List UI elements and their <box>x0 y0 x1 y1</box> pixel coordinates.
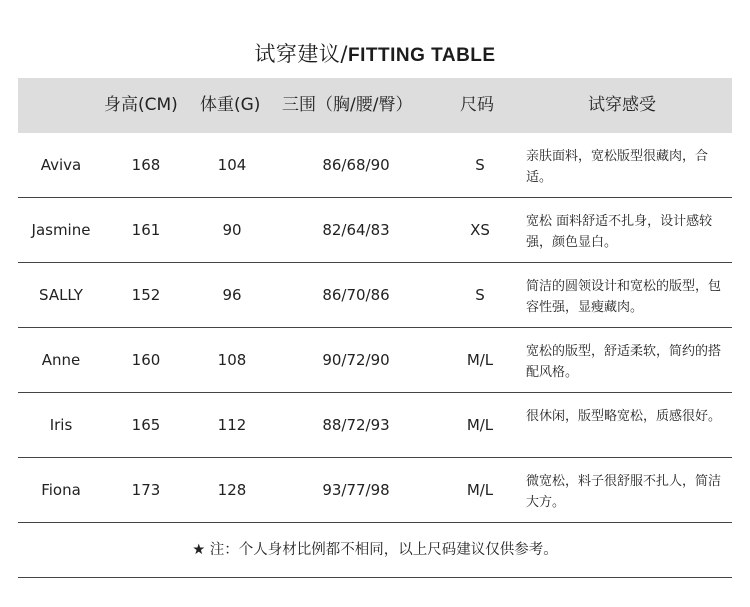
table-row <box>18 393 732 458</box>
cell-weight: 90 <box>222 221 242 239</box>
cell-height: 165 <box>131 416 161 434</box>
header-size: 尺码 <box>460 95 494 115</box>
cell-name: Jasmine <box>31 221 91 239</box>
cell-measurements: 86/68/90 <box>322 156 390 174</box>
cell-height: 152 <box>131 286 161 304</box>
cell-weight: 108 <box>217 351 247 369</box>
cell-height: 173 <box>131 481 161 499</box>
cell-size: M/L <box>466 351 494 369</box>
cell-name: SALLY <box>39 286 83 304</box>
cell-size: XS <box>470 221 490 239</box>
table-row <box>18 458 732 523</box>
cell-feel: 宽松的版型，舒适柔软，简约的搭配风格。 <box>526 344 722 380</box>
footnote: ★ 注：个人身材比例都不相同，以上尺码建议仅供参考。 <box>18 523 732 578</box>
table-row <box>18 328 732 393</box>
cell-measurements: 82/64/83 <box>322 221 390 239</box>
cell-name: Fiona <box>41 481 81 499</box>
cell-size: M/L <box>466 416 494 434</box>
table-row <box>18 198 732 263</box>
cell-weight: 104 <box>217 156 247 174</box>
cell-measurements: 90/72/90 <box>322 351 390 369</box>
cell-feel: 宽松 面料舒适不扎身，设计感较强，颜色显白。 <box>526 214 713 250</box>
fitting-table <box>18 78 732 578</box>
table-row <box>18 133 732 198</box>
title <box>0 38 750 68</box>
cell-size: S <box>475 156 485 174</box>
cell-weight: 96 <box>222 286 242 304</box>
cell-height: 160 <box>131 351 161 369</box>
cell-feel: 亲肤面料，宽松版型很藏肉，合适。 <box>526 149 709 185</box>
header-measurements: 三围（胸/腰/臀） <box>282 95 413 115</box>
cell-feel: 很休闲，版型略宽松，质感很好。 <box>526 409 722 424</box>
cell-weight: 128 <box>217 481 247 499</box>
cell-name: Aviva <box>40 156 82 174</box>
cell-size: S <box>475 286 485 304</box>
title-en: FITTING TABLE <box>348 45 496 66</box>
table-header <box>18 78 732 133</box>
header-weight: 体重(G) <box>200 95 261 115</box>
cell-height: 161 <box>131 221 161 239</box>
cell-name: Anne <box>41 351 81 369</box>
cell-measurements: 93/77/98 <box>322 481 390 499</box>
title-cn: 试穿建议/ <box>254 42 348 66</box>
cell-measurements: 88/72/93 <box>322 416 390 434</box>
cell-measurements: 86/70/86 <box>322 286 390 304</box>
cell-feel: 微宽松，料子很舒服不扎人，简洁大方。 <box>526 474 722 510</box>
cell-feel: 简洁的圆领设计和宽松的版型，包容性强，显瘦藏肉。 <box>526 279 722 315</box>
cell-weight: 112 <box>217 416 247 434</box>
table-row <box>18 263 732 328</box>
cell-height: 168 <box>131 156 161 174</box>
header-feel: 试穿感受 <box>588 95 656 115</box>
cell-size: M/L <box>466 481 494 499</box>
cell-name: Iris <box>49 416 73 434</box>
header-height: 身高(CM) <box>104 95 178 115</box>
